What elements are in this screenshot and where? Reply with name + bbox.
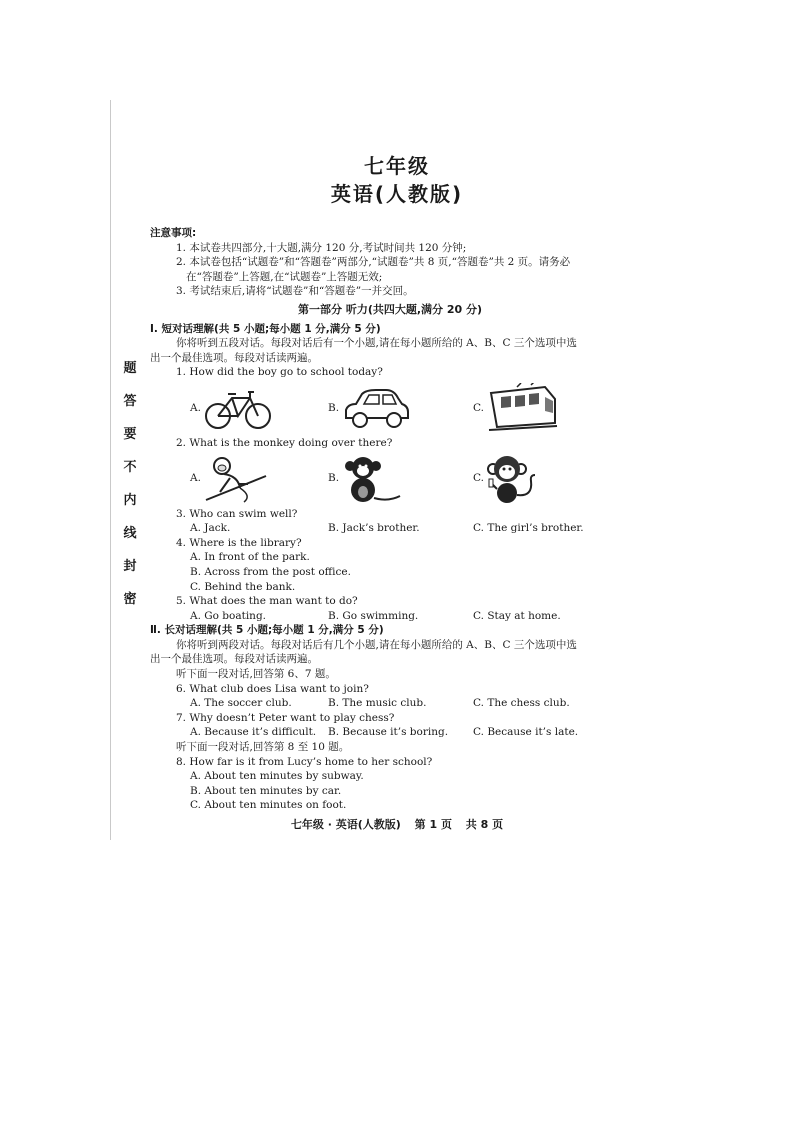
bicycle-icon xyxy=(204,384,274,432)
question-8: 8. How far is it from Lucy’s home to her school? xyxy=(176,755,433,768)
monkey-sitting-icon xyxy=(342,454,406,504)
option-label: C. xyxy=(473,401,484,414)
option-b[interactable] xyxy=(328,454,473,504)
option-a[interactable]: A. Go boating. xyxy=(190,609,267,622)
option-a[interactable]: A. Because it’s difficult. xyxy=(190,726,317,739)
question-5-options xyxy=(150,609,630,624)
option-a[interactable] xyxy=(190,384,328,432)
lead-in: 听下面一段对话,回答第 8 至 10 题。 xyxy=(176,741,350,754)
notice-heading: 注意事项: xyxy=(150,227,197,239)
question-7-options xyxy=(150,725,630,740)
question-2-options xyxy=(150,451,630,507)
lead-in: 听下面一段对话,回答第 6、7 题。 xyxy=(176,668,336,681)
seal-char: 密 xyxy=(123,592,137,607)
option-c[interactable]: C. The girl’s brother. xyxy=(473,522,584,535)
footer-page: 第 1 页 xyxy=(414,818,452,831)
seal-char: 题 xyxy=(123,361,137,376)
option-c[interactable]: C. The chess club. xyxy=(473,697,570,710)
option-b[interactable]: B. Go swimming. xyxy=(328,609,419,622)
question-7: 7. Why doesn’t Peter want to play chess? xyxy=(176,711,395,724)
seal-char: 要 xyxy=(123,427,137,442)
instruction: 出一个最佳选项。每段对话读两遍。 xyxy=(150,351,318,364)
notice-item: 在“答题卷”上答题,在“试题卷”上答题无效; xyxy=(186,270,383,283)
page-title: 七年级 xyxy=(364,154,430,178)
monkey-eating-icon xyxy=(487,453,551,505)
option-b[interactable]: B. About ten minutes by car. xyxy=(190,784,342,797)
instruction: 你将听到五段对话。每段对话后有一个小题,请在每小题所给的 A、B、C 三个选项中选 xyxy=(176,337,577,350)
footer-subject: 七年级 · 英语(人教版) xyxy=(290,818,401,831)
question-4: 4. Where is the library? xyxy=(176,536,302,549)
option-c[interactable] xyxy=(473,453,551,505)
option-label: A. xyxy=(190,472,201,485)
seal-char: 内 xyxy=(123,493,137,508)
notice-item: 2. 本试卷包括“试题卷”和“答题卷”两部分,“试题卷”共 8 页,“答题卷”共 2 页。请务必 xyxy=(176,256,571,269)
option-a[interactable]: A. The soccer club. xyxy=(190,697,292,710)
question-2: 2. What is the monkey doing over there? xyxy=(176,436,393,449)
exam-content xyxy=(150,226,630,813)
page-footer xyxy=(0,816,794,832)
option-label: B. xyxy=(328,472,340,485)
question-3-options xyxy=(150,521,630,536)
option-c[interactable]: C. About ten minutes on foot. xyxy=(190,799,347,812)
notice-item: 1. 本试卷共四部分,十大题,满分 120 分,考试时间共 120 分钟; xyxy=(176,241,467,254)
monkey-climbing-icon xyxy=(204,454,268,504)
question-6: 6. What club does Lisa want to join? xyxy=(176,682,369,695)
option-c[interactable]: C. Stay at home. xyxy=(473,609,561,622)
binding-line-text xyxy=(118,352,142,616)
option-label: B. xyxy=(328,401,340,414)
instruction: 你将听到两段对话。每段对话后有几个小题,请在每小题所给的 A、B、C 三个选项中选 xyxy=(176,638,577,651)
question-6-options xyxy=(150,696,630,711)
option-c[interactable] xyxy=(473,383,559,433)
page-subtitle: 英语(人教版) xyxy=(330,182,464,206)
option-b[interactable]: B. Jack’s brother. xyxy=(328,522,420,535)
option-label: C. xyxy=(473,472,484,485)
option-a[interactable]: A. In front of the park. xyxy=(190,551,310,564)
seal-char: 封 xyxy=(123,559,137,574)
option-c[interactable]: C. Because it’s late. xyxy=(473,726,579,739)
train-icon xyxy=(487,383,559,433)
question-1: 1. How did the boy go to school today? xyxy=(176,366,383,379)
car-icon xyxy=(342,384,412,432)
question-5: 5. What does the man want to do? xyxy=(176,595,358,608)
seal-char: 不 xyxy=(123,460,137,475)
seal-char: 答 xyxy=(123,394,137,409)
section-heading: Ⅱ. 长对话理解(共 5 小题;每小题 1 分,满分 5 分) xyxy=(150,624,384,637)
option-a[interactable] xyxy=(190,454,328,504)
option-b[interactable] xyxy=(328,384,473,432)
option-c[interactable]: C. Behind the bank. xyxy=(190,580,296,593)
footer-total: 共 8 页 xyxy=(465,818,504,831)
option-b[interactable]: B. Across from the post office. xyxy=(190,565,351,578)
notice-item: 3. 考试结束后,请将“试题卷”和“答题卷”一并交回。 xyxy=(176,285,414,298)
part-heading: 第一部分 听力(共四大题,满分 20 分) xyxy=(297,302,483,316)
section-heading: Ⅰ. 短对话理解(共 5 小题;每小题 1 分,满分 5 分) xyxy=(150,322,381,335)
option-b[interactable]: B. Because it’s boring. xyxy=(328,726,449,739)
option-label: A. xyxy=(190,401,201,414)
question-3: 3. Who can swim well? xyxy=(176,507,298,520)
option-a[interactable]: A. About ten minutes by subway. xyxy=(190,770,364,783)
option-b[interactable]: B. The music club. xyxy=(328,697,427,710)
instruction: 出一个最佳选项。每段对话读两遍。 xyxy=(150,653,318,666)
seal-char: 线 xyxy=(123,526,137,541)
question-1-options xyxy=(150,380,630,436)
option-a[interactable]: A. Jack. xyxy=(190,522,231,535)
